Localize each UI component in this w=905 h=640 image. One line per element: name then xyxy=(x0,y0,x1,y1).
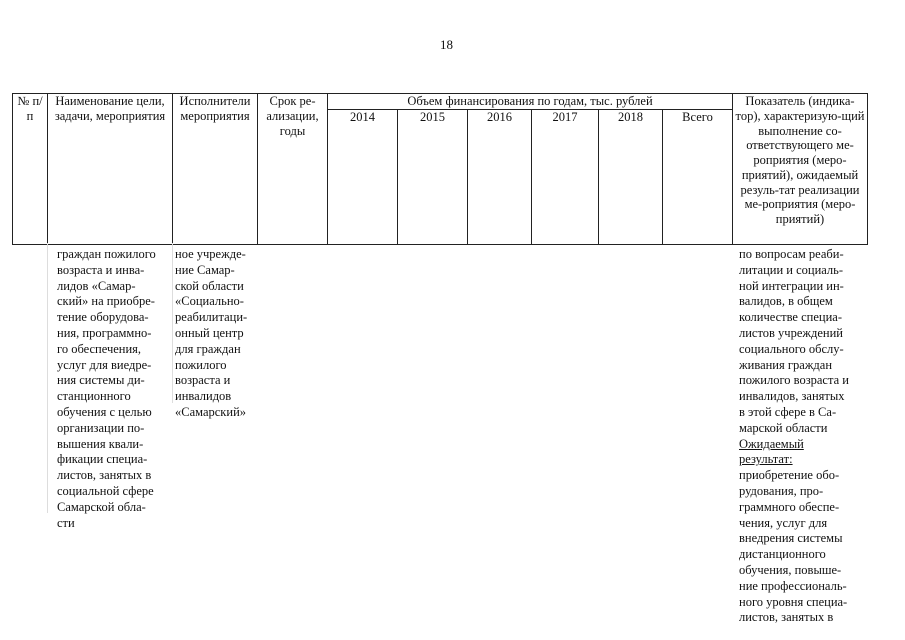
text-line: онный центр xyxy=(175,325,244,340)
header-number: № п/п xyxy=(13,94,48,245)
text-line: ние Самар- xyxy=(175,262,235,277)
text-line: для граждан xyxy=(175,341,241,356)
text-line: социального обслу- xyxy=(739,341,844,356)
header-year-2018: 2018 xyxy=(599,109,663,244)
text-line: реабилитаци- xyxy=(175,310,248,325)
column-divider xyxy=(47,243,48,513)
text-line: количестве специа- xyxy=(739,310,842,325)
text-line: чения, услуг для xyxy=(739,515,828,530)
text-line: Самарской обла- xyxy=(57,499,146,514)
header-indicator: Показатель (индика-тор), характеризую-щий выполнение со-ответствующего ме-роприятия (меро-приятий), ожидаемый резуль-тат реализации ме-роприятия (меро-приятий) xyxy=(733,94,868,245)
text-line: пожилого xyxy=(175,357,227,372)
text-line: фикации специа- xyxy=(57,452,148,467)
text-line: литации и социаль- xyxy=(739,262,844,277)
text-line: марской области xyxy=(739,420,828,435)
text-line: обучения, повыше- xyxy=(739,562,842,577)
text-line: листов, занятых в xyxy=(57,468,152,483)
text-line: Ожидаемый xyxy=(739,436,804,451)
text-line: валидов, в общем xyxy=(739,294,833,309)
measure-name-cell xyxy=(57,247,156,531)
text-line: в этой сфере в Са- xyxy=(739,404,837,419)
text-line: внедрения системы xyxy=(739,531,843,546)
header-year-2016: 2016 xyxy=(468,109,532,244)
text-line: инвалидов xyxy=(175,389,232,404)
header-name: Наименование цели, задачи, мероприятия xyxy=(48,94,173,245)
header-year-2014: 2014 xyxy=(328,109,398,244)
text-line: ния, программно- xyxy=(57,325,152,340)
text-line: ние профессиональ- xyxy=(739,578,847,593)
text-line: тение оборудова- xyxy=(57,310,149,325)
text-line: результат: xyxy=(739,452,793,467)
text-line: вышения квали- xyxy=(57,436,144,451)
text-line: живания граждан xyxy=(739,357,833,372)
header-financing: Объем финансирования по годам, тыс. рублей xyxy=(328,94,733,110)
text-line: ное учрежде- xyxy=(175,247,246,261)
text-line: сти xyxy=(57,515,75,530)
text-line: услуг для виедре- xyxy=(57,357,152,372)
header-term: Срок ре-ализации, годы xyxy=(258,94,328,245)
text-line: организации по- xyxy=(57,420,145,435)
executors-cell xyxy=(175,247,247,421)
text-line: ский» на приобре- xyxy=(57,294,155,309)
text-line: по вопросам реаби- xyxy=(739,247,844,261)
text-line: ской области xyxy=(175,278,244,293)
text-line: ного уровня специа- xyxy=(739,594,848,609)
text-line: граждан пожилого xyxy=(57,247,156,261)
text-line: социальной сфере xyxy=(57,483,154,498)
text-line: дистанционного xyxy=(739,547,826,562)
header-executors: Исполнители мероприятия xyxy=(173,94,258,245)
text-line: листов учреждений xyxy=(739,325,843,340)
column-divider xyxy=(172,243,173,403)
text-line: го обеспечения, xyxy=(57,341,142,356)
header-year-2017: 2017 xyxy=(532,109,599,244)
text-line: обучения с целью xyxy=(57,404,152,419)
page-number: 18 xyxy=(440,37,453,52)
header-year-2015: 2015 xyxy=(398,109,468,244)
text-line: возраста и xyxy=(175,373,231,388)
text-line: инвалидов, занятых xyxy=(739,389,845,404)
text-line: ной интеграции ин- xyxy=(739,278,844,293)
text-line: листов, занятых в xyxy=(739,610,834,625)
text-line: приобретение обо- xyxy=(739,468,840,483)
text-line: рудования, про- xyxy=(739,483,824,498)
text-line: граммного обеспе- xyxy=(739,499,840,514)
text-line: возраста и инва- xyxy=(57,262,145,277)
text-line: лидов «Самар- xyxy=(57,278,136,293)
text-line: пожилого возраста и xyxy=(739,373,849,388)
table-header xyxy=(12,93,868,245)
text-line: ния системы ди- xyxy=(57,373,145,388)
text-line: станционного xyxy=(57,389,131,404)
header-total: Всего xyxy=(663,109,733,244)
indicator-cell xyxy=(739,247,849,626)
text-line: «Социально- xyxy=(175,294,244,309)
text-line: «Самарский» xyxy=(175,404,247,419)
